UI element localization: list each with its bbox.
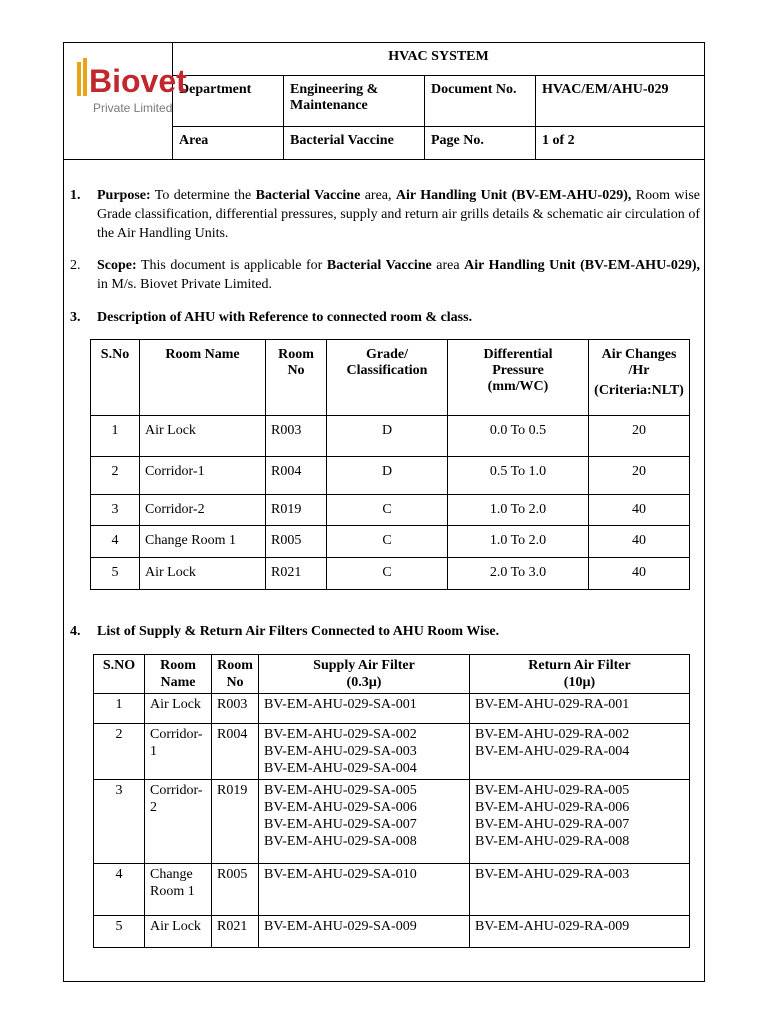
doc-no-value: HVAC/EM/AHU-029	[536, 76, 705, 127]
supply-filter-id: BV-EM-AHU-029-SA-004	[264, 761, 417, 776]
cell-room-no: R005	[212, 864, 259, 916]
cell-supply-filters	[259, 864, 470, 916]
table-row	[94, 724, 690, 780]
cell-room-name: Change Room 1	[145, 864, 212, 916]
table-row	[94, 694, 690, 724]
cell-supply-filters	[259, 694, 470, 724]
cell-dp: 2.0 To 3.0	[448, 558, 589, 590]
cell-no: R003	[266, 416, 327, 457]
filter-table	[93, 654, 690, 948]
col-room-name: Room Name	[140, 340, 266, 416]
cell-room-no: R004	[212, 724, 259, 780]
ahu-room-table	[90, 339, 690, 590]
cell-no: R021	[266, 558, 327, 590]
col-return-filter: Return Air Filter (10µ)	[470, 655, 690, 694]
cell-no: R004	[266, 457, 327, 495]
supply-filter-id: BV-EM-AHU-029-SA-008	[264, 834, 417, 849]
cell-room-name: Corridor-2	[145, 780, 212, 864]
col-air-changes: Air Changes /Hr (Criteria:NLT)	[589, 340, 690, 416]
cell-sno: 4	[91, 526, 140, 558]
cell-return-filters	[470, 724, 690, 780]
return-filter-id: BV-EM-AHU-029-RA-007	[475, 817, 630, 832]
cell-dp: 0.0 To 0.5	[448, 416, 589, 457]
cell-grade: C	[327, 526, 448, 558]
cell-sno: 3	[91, 495, 140, 526]
return-filter-id: BV-EM-AHU-029-RA-001	[475, 697, 630, 712]
cell-ac: 40	[589, 495, 690, 526]
return-filter-id: BV-EM-AHU-029-RA-003	[475, 867, 630, 882]
cell-supply-filters	[259, 916, 470, 948]
table-row	[94, 780, 690, 864]
return-filter-id: BV-EM-AHU-029-RA-005	[475, 783, 630, 798]
cell-sno: 1	[91, 416, 140, 457]
supply-filter-id: BV-EM-AHU-029-SA-006	[264, 800, 417, 815]
area-label: Area	[173, 127, 284, 160]
cell-room-name: Corridor-1	[145, 724, 212, 780]
cell-return-filters	[470, 864, 690, 916]
return-filter-id: BV-EM-AHU-029-RA-009	[475, 919, 630, 934]
cell-name: Change Room 1	[140, 526, 266, 558]
cell-room-no: R019	[212, 780, 259, 864]
cell-room-no: R003	[212, 694, 259, 724]
cell-return-filters	[470, 694, 690, 724]
col-grade: Grade/ Classification	[327, 340, 448, 416]
logo-subtext: Private Limited	[93, 101, 173, 115]
cell-sno: 1	[94, 694, 145, 724]
table-row	[91, 526, 690, 558]
cell-ac: 20	[589, 416, 690, 457]
section-4-title: 4. List of Supply & Return Air Filters Connected to AHU Room Wise.	[70, 624, 500, 639]
cell-room-name: Air Lock	[145, 916, 212, 948]
section-purpose: 1. Purpose: To determine the Bacterial Vaccine area, Air Handling Unit (BV-EM-AHU-029), Room wise Grade classification, differential pressures, supply and return air grills details & schematic air circulation of the Air Handling Units.	[70, 188, 701, 241]
cell-supply-filters	[259, 724, 470, 780]
col-room-name: Room Name	[145, 655, 212, 694]
cell-sno: 2	[94, 724, 145, 780]
cell-return-filters	[470, 916, 690, 948]
cell-sno: 3	[94, 780, 145, 864]
cell-ac: 40	[589, 526, 690, 558]
cell-sno: 5	[91, 558, 140, 590]
cell-grade: D	[327, 416, 448, 457]
cell-grade: C	[327, 495, 448, 526]
cell-no: R019	[266, 495, 327, 526]
biovet-logo	[71, 48, 187, 120]
cell-name: Corridor-2	[140, 495, 266, 526]
col-room-no: Room No	[212, 655, 259, 694]
department-value: Engineering & Maintenance	[284, 76, 425, 127]
supply-filter-id: BV-EM-AHU-029-SA-001	[264, 697, 417, 712]
cell-name: Air Lock	[140, 416, 266, 457]
supply-filter-id: BV-EM-AHU-029-SA-009	[264, 919, 417, 934]
table-row	[91, 495, 690, 526]
col-sno: S.No	[91, 340, 140, 416]
cell-dp: 0.5 To 1.0	[448, 457, 589, 495]
col-supply-filter: Supply Air Filter (0.3µ)	[259, 655, 470, 694]
col-sno: S.NO	[94, 655, 145, 694]
section-3-title: 3. Description of AHU with Reference to connected room & class.	[70, 310, 473, 325]
table-row	[91, 416, 690, 457]
cell-ac: 40	[589, 558, 690, 590]
section-scope: 2. Scope: This document is applicable for Bacterial Vaccine area Air Handling Unit (BV-EM-AHU-029), in M/s. Biovet Private Limited.	[70, 258, 700, 292]
cell-dp: 1.0 To 2.0	[448, 526, 589, 558]
return-filter-id: BV-EM-AHU-029-RA-008	[475, 834, 630, 849]
cell-name: Corridor-1	[140, 457, 266, 495]
col-room-no: Room No	[266, 340, 327, 416]
return-filter-id: BV-EM-AHU-029-RA-004	[475, 744, 630, 759]
table-row	[91, 457, 690, 495]
area-value: Bacterial Vaccine	[284, 127, 425, 160]
cell-supply-filters	[259, 780, 470, 864]
cell-return-filters	[470, 780, 690, 864]
supply-filter-id: BV-EM-AHU-029-SA-005	[264, 783, 417, 798]
department-label: Department	[173, 76, 284, 127]
doc-no-label: Document No.	[425, 76, 536, 127]
cell-sno: 2	[91, 457, 140, 495]
cell-room-no: R021	[212, 916, 259, 948]
return-filter-id: BV-EM-AHU-029-RA-002	[475, 727, 630, 742]
page-value: 1 of 2	[536, 127, 705, 160]
page-label: Page No.	[425, 127, 536, 160]
cell-grade: C	[327, 558, 448, 590]
logo-wordmark: Biovet	[89, 63, 187, 99]
supply-filter-id: BV-EM-AHU-029-SA-010	[264, 867, 417, 882]
cell-no: R005	[266, 526, 327, 558]
cell-grade: D	[327, 457, 448, 495]
cell-dp: 1.0 To 2.0	[448, 495, 589, 526]
return-filter-id: BV-EM-AHU-029-RA-006	[475, 800, 630, 815]
supply-filter-id: BV-EM-AHU-029-SA-007	[264, 817, 417, 832]
col-diff-pressure: Differential Pressure (mm/WC)	[448, 340, 589, 416]
supply-filter-id: BV-EM-AHU-029-SA-003	[264, 744, 417, 759]
table-row	[94, 864, 690, 916]
cell-sno: 5	[94, 916, 145, 948]
cell-name: Air Lock	[140, 558, 266, 590]
cell-room-name: Air Lock	[145, 694, 212, 724]
cell-sno: 4	[94, 864, 145, 916]
supply-filter-id: BV-EM-AHU-029-SA-002	[264, 727, 417, 742]
header-title: HVAC SYSTEM	[173, 43, 705, 76]
cell-ac: 20	[589, 457, 690, 495]
table-row	[94, 916, 690, 948]
table-row	[91, 558, 690, 590]
